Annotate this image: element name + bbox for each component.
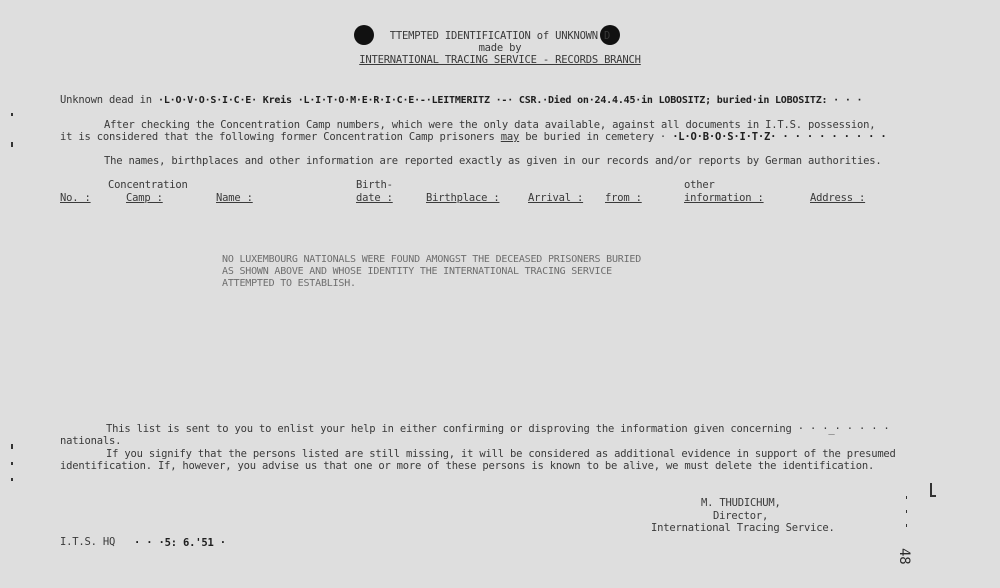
- col-from: from :: [605, 192, 642, 204]
- col-birthplace: Birthplace :: [426, 192, 500, 204]
- checking-paragraph-line-1: After checking the Concentration Camp numbers, which were the only data available, against all documents in I.T.S. possession,: [104, 119, 876, 131]
- page-number-rotated: 48: [896, 548, 912, 565]
- margin-mark: [11, 113, 13, 116]
- header-line-3: INTERNATIONAL TRACING SERVICE - RECORDS BRANCH: [359, 54, 641, 66]
- margin-mark: [11, 478, 13, 481]
- header-line-1: TTEMPTED IDENTIFICATION of UNKNOWN D: [389, 30, 611, 42]
- enlist-line-2: nationals.: [60, 435, 122, 447]
- col-camp-top: Concentration: [108, 179, 188, 191]
- margin-mark: [906, 524, 907, 527]
- margin-mark: [930, 483, 932, 495]
- checking-paragraph-line-2: it is considered that the following former Concentration Camp prisoners may be buried in cemetery · ·L·O·B·O·S·I·T·Z· · · · · · · · · ·: [60, 131, 887, 143]
- its-hq-date: · · ·5: 6.'51 ·: [134, 537, 226, 549]
- col-name: Name :: [216, 192, 253, 204]
- stamp-note-line-3: ATTEMPTED TO ESTABLISH.: [222, 278, 356, 289]
- col-camp: Camp :: [126, 192, 163, 204]
- unknown-dead-label: Unknown dead in: [60, 94, 152, 106]
- names-note: The names, birthplaces and other information are reported exactly as given in our records and/or reports by German authorities.: [104, 155, 882, 167]
- margin-mark: [906, 496, 907, 499]
- margin-mark: [906, 510, 907, 513]
- col-other-top: other: [684, 179, 715, 191]
- col-other-info: information :: [684, 192, 764, 204]
- col-no: No. :: [60, 192, 91, 204]
- signify-line-2: identification. If, however, you advise us that one or more of these persons is known to be alive, we must delete the identification.: [60, 460, 875, 472]
- col-arrival: Arrival :: [528, 192, 584, 204]
- stamp-note-line-2: AS SHOWN ABOVE AND WHOSE IDENTITY THE INTERNATIONAL TRACING SERVICE: [222, 266, 612, 277]
- enlist-line-1: This list is sent to you to enlist your help in either confirming or disproving the information given concerning · · ·_· · · · ·: [106, 423, 890, 435]
- margin-mark: [11, 142, 13, 147]
- signatory-title: Director,: [713, 510, 769, 522]
- header-line-2: made by: [478, 42, 522, 54]
- stamp-note-line-1: NO LUXEMBOURG NATIONALS WERE FOUND AMONGST THE DECEASED PRISONERS BURIED: [222, 254, 642, 265]
- col-birthdate-top: Birth-: [356, 179, 393, 191]
- signatory-org: International Tracing Service.: [651, 522, 835, 534]
- margin-mark: [930, 495, 936, 497]
- margin-mark: [11, 462, 13, 465]
- its-hq-label: I.T.S. HQ: [60, 536, 116, 548]
- margin-mark: [11, 444, 13, 449]
- unknown-dead-details: ·L·O·V·O·S·I·C·E· Kreis ·L·I·T·O·M·E·R·I·C·E·-·LEITMERITZ ·-· CSR.·Died on·24.4.45·in LOBOSITZ; buried·in LOBOSITZ: · · ·: [158, 95, 863, 106]
- col-address: Address :: [810, 192, 866, 204]
- signify-line-1: If you signify that the persons listed are still missing, it will be considered as additional evidence in support of the presumed: [106, 448, 896, 460]
- signatory-name: M. THUDICHUM,: [701, 497, 781, 509]
- col-birthdate: date :: [356, 192, 393, 204]
